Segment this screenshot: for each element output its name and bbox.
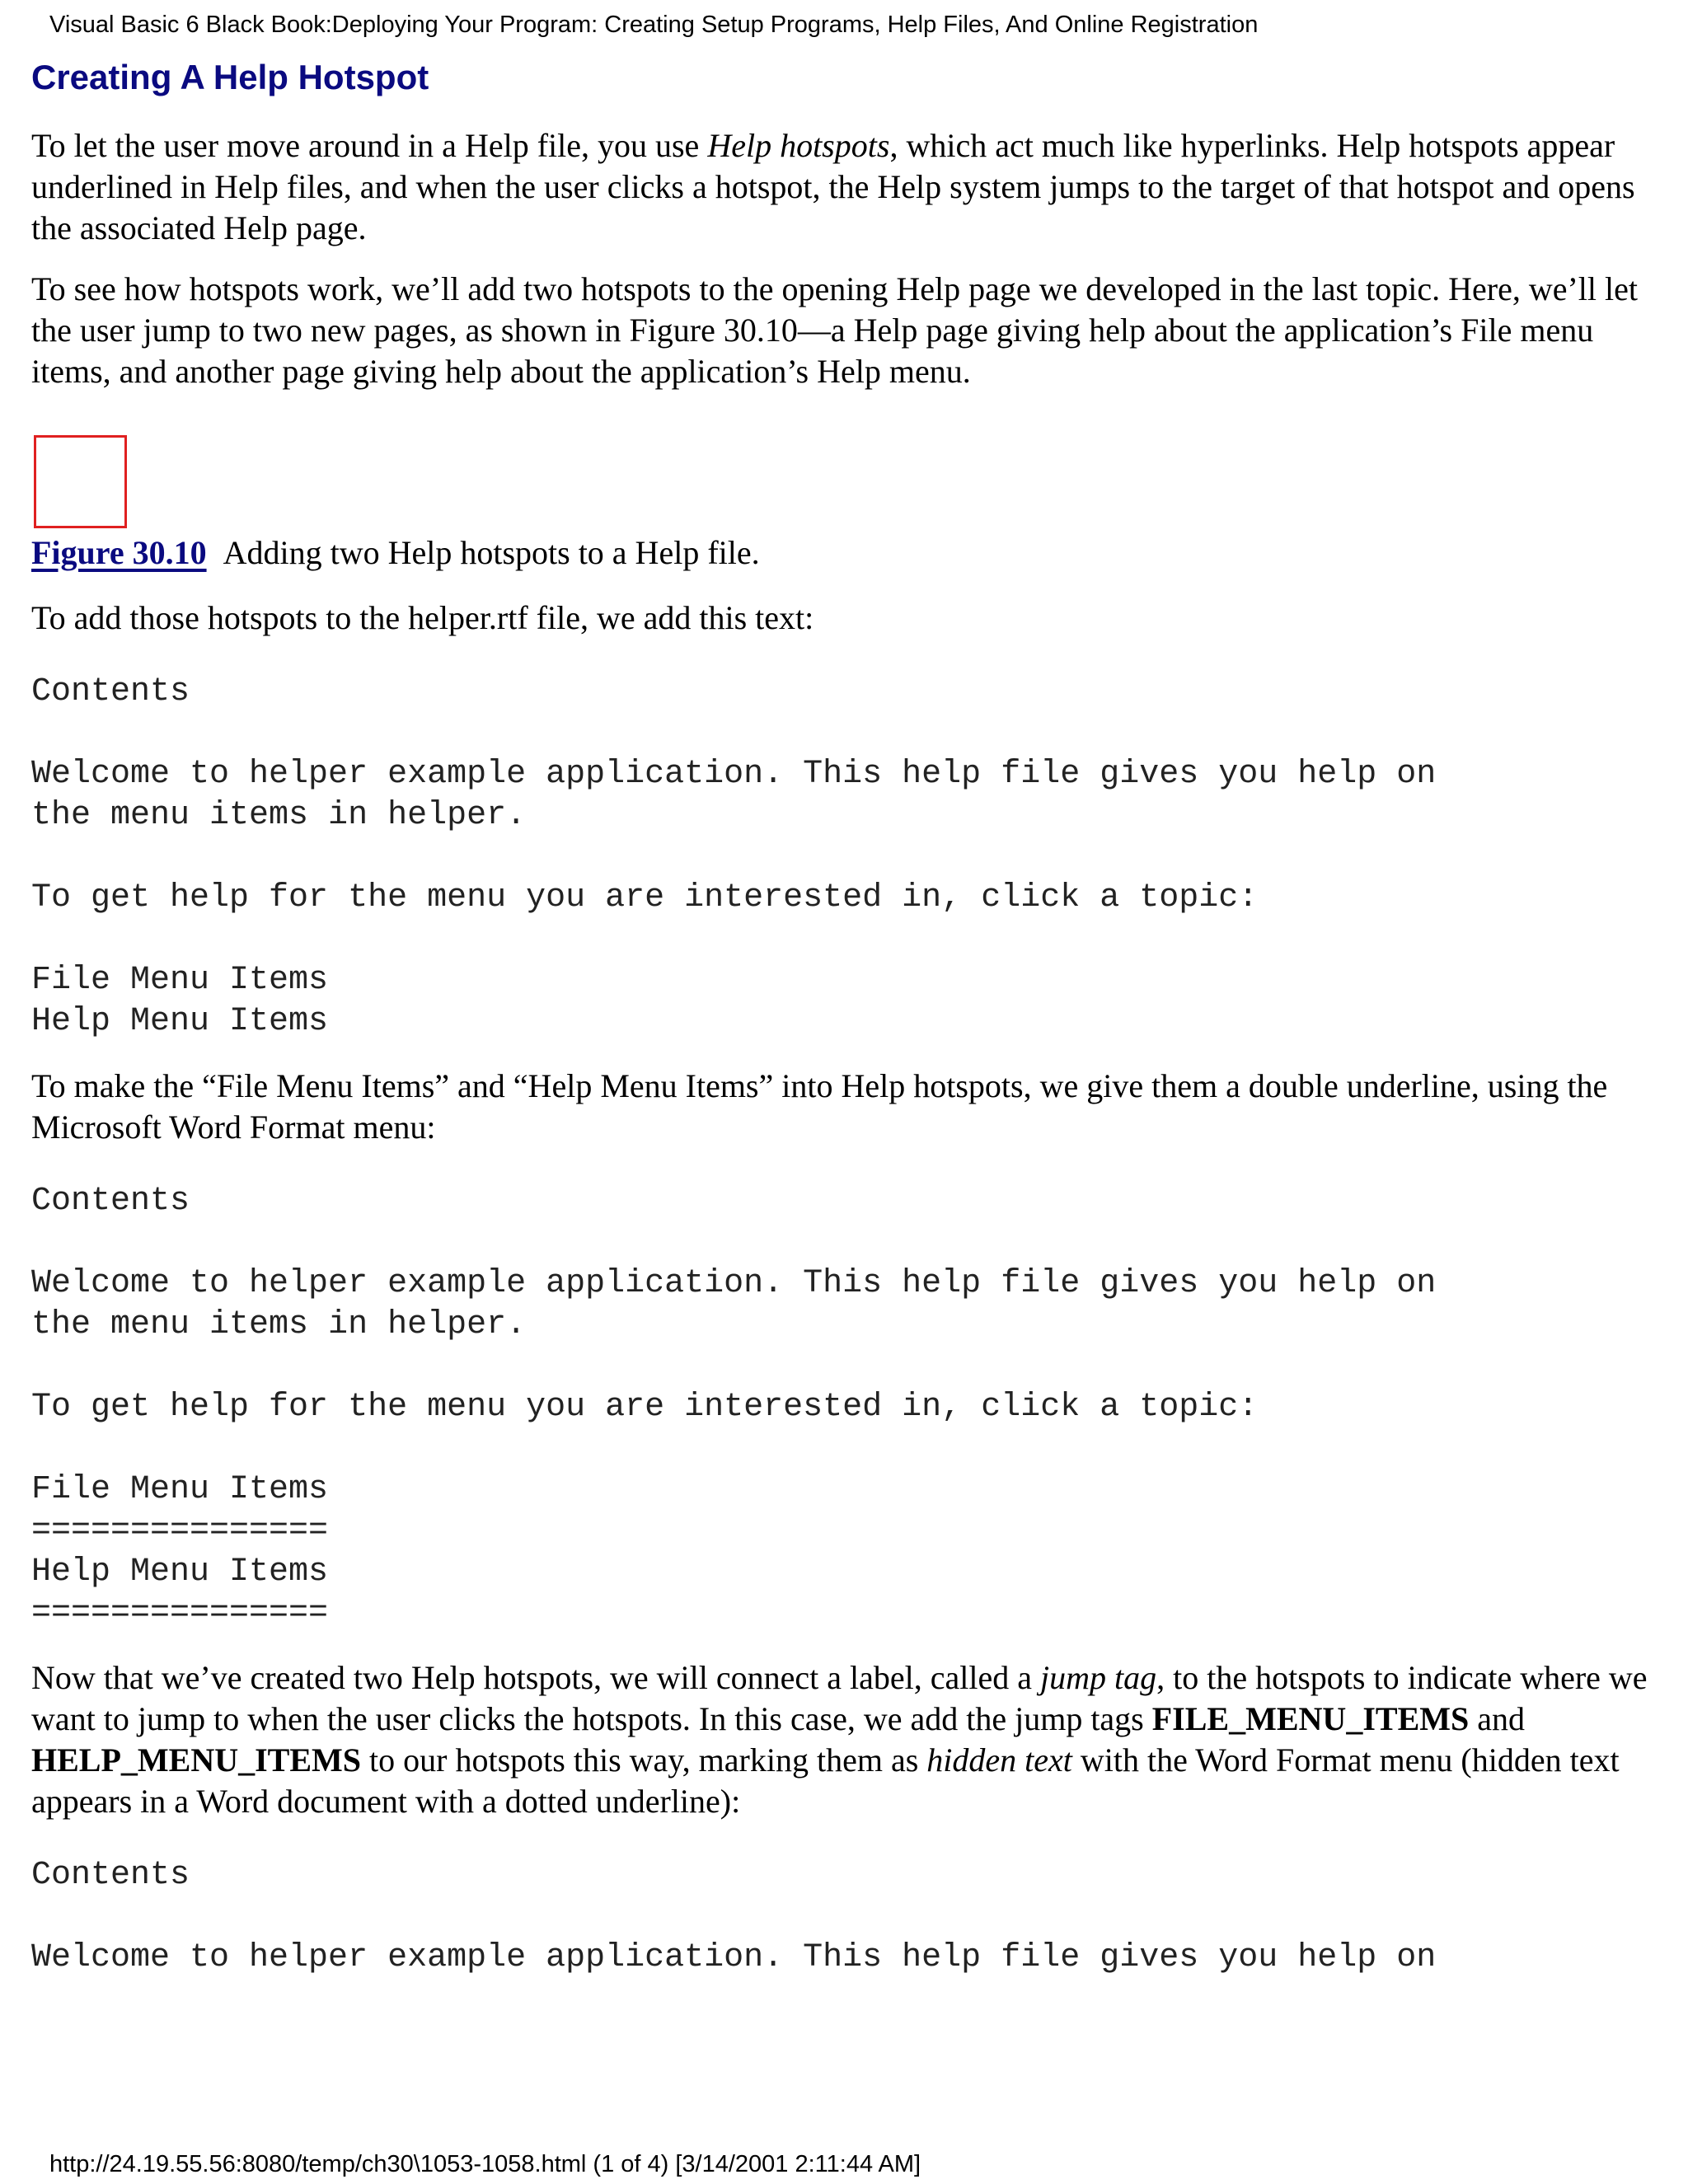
emphasis-help-hotspots: Help hotspots <box>707 127 890 164</box>
jump-tag-file-menu-items: FILE_MENU_ITEMS <box>1151 1700 1470 1737</box>
figure-link[interactable]: Figure 30.10 <box>31 534 207 571</box>
paragraph-add-text: To add those hotspots to the helper.rtf file, we add this text: <box>31 599 814 636</box>
code-block-double-underline: Contents Welcome to helper example application. This help file gives you help on the menu items in helper. To get help for the menu you are interested in, click a topic: File Menu Items =============== Help Menu Items =============== <box>31 1183 1437 1632</box>
code-block-jump-tags: Contents Welcome to helper example application. This help file gives you help on <box>31 1857 1437 1976</box>
paragraph-text: Now that we’ve created two Help hotspots, we will connect a label, called a <box>31 1659 1041 1696</box>
paragraph-text: , which act much like hyperlinks. Help hotspots appear underlined in Help files, and when the user clicks a hotspot, the Help system jumps to the target of that hotspot and opens the associated Help page. <box>31 127 1635 246</box>
jump-tag-help-menu-items: HELP_MENU_ITEMS <box>31 1741 362 1779</box>
paragraph-text: , to the hotspots to indicate where we want to jump to when the user clicks the hotspots. In this case, we add the jump tags <box>31 1659 1648 1737</box>
figure-caption-text: Adding two Help hotspots to a Help file. <box>223 534 760 571</box>
figure-caption <box>31 528 1663 578</box>
page-title: Creating A Help Hotspot <box>31 58 429 96</box>
emphasis-jump-tag: jump tag <box>1040 1659 1157 1696</box>
paragraph-jump-tags <box>31 1657 1663 1822</box>
paragraph-text: to our hotspots this way, marking them as <box>361 1741 927 1779</box>
article <box>31 54 1663 1979</box>
paragraph-text: with the Word Format menu (hidden text appears in a Word document with a dotted underline): <box>31 1741 1620 1820</box>
code-block-help-text: Contents Welcome to helper example application. This help file gives you help on the menu items in helper. To get help for the menu you are interested in, click a topic: File Menu Items Help Menu Items <box>31 673 1437 1040</box>
page-footer-url: http://24.19.55.56:8080/temp/ch30\1053-1058.html (1 of 4) [3/14/2001 2:11:44 AM] <box>49 2151 921 2177</box>
paragraph-how-hotspots-work: To see how hotspots work, we’ll add two hotspots to the opening Help page we developed in the last topic. Here, we’ll let the user jump to two new pages, as shown in Figure 30.10—a Help page giving help about the application’s File menu items, and another page giving help about the application’s Help menu. <box>31 270 1638 390</box>
paragraph-text: To let the user move around in a Help file, you use <box>31 127 708 164</box>
paragraph-hotspots-intro <box>31 125 1663 249</box>
emphasis-hidden-text: hidden text <box>926 1741 1072 1779</box>
paragraph-double-underline: To make the “File Menu Items” and “Help Menu Items” into Help hotspots, we give them a double underline, using the Microsoft Word Format menu: <box>31 1067 1608 1146</box>
figure-image-placeholder <box>34 435 127 528</box>
paragraph-text: and <box>1469 1700 1526 1737</box>
page-header: Visual Basic 6 Black Book:Deploying Your Program: Creating Setup Programs, Help Files, And Online Registration <box>49 12 1259 38</box>
